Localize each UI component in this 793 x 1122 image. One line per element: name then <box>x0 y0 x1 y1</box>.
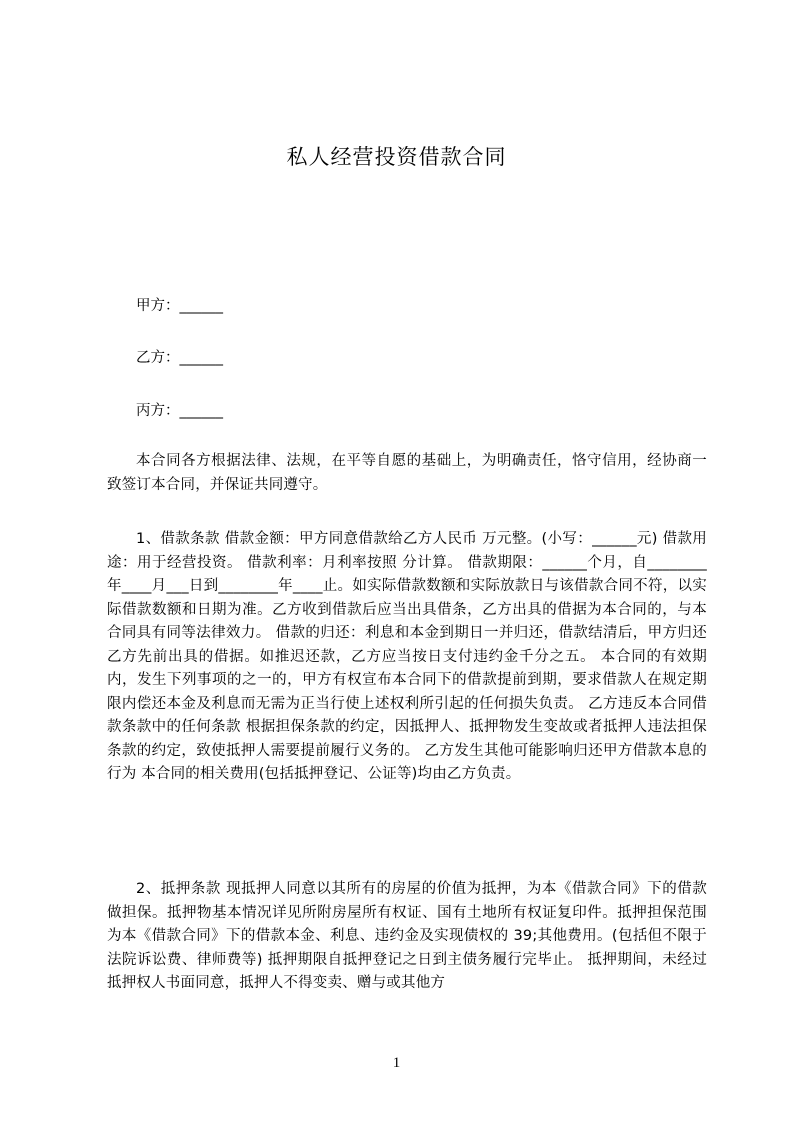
page-number: 1 <box>392 1055 401 1071</box>
party-c-line: 丙方：______ <box>136 403 223 419</box>
document-title: 私人经营投资借款合同 <box>286 145 507 169</box>
mortgage-clause-paragraph: 2、抵押条款 现抵押人同意以其所有的房屋的价值为抵押，为本《借款合同》下的借款做担保。抵押物基本情况详见所附房屋所有权证、国有土地所有权证复印件。抵押担保范围为本《借款合同》下的借款本金、利息、违约金及实现债权的 39;其他费用。(包括但不限于法院诉讼费、律师费等) 抵押期限自抵押登记之日到主债务履行完毕止。 抵押期间，未经过抵押权人书面同意，抵押人不得变卖、赠与或其他方 <box>107 881 707 991</box>
party-a-line: 甲方：______ <box>136 298 223 314</box>
preamble-paragraph: 本合同各方根据法律、法规，在平等自愿的基础上，为明确责任，恪守信用，经协商一致签订本合同，并保证共同遵守。 <box>107 453 707 493</box>
loan-clause-paragraph: 1、借款条款 借款金额：甲方同意借款给乙方人民币 万元整。(小写：______元) 借款用途：用于经营投资。 借款利率：月利率按照 分计算。 借款期限：______个月，自________年____月___日到________年____止。如实际借款数额和实际放款日与该借款合同不符，以实际借款数额和日期为准。乙方收到借款后应当出具借条，乙方出具的借据为本合同的，与本合同具有同等法律效力。 借款的归还：利息和本金到期日一并归还，借款结清后，甲方归还乙方先前出具的借据。如推迟还款，乙方应当按日支付违约金千分之五。 本合同的有效期内，发生下列事项的之一的，甲方有权宣布本合同下的借款提前到期，要求借款人在规定期限内偿还本金及利息而无需为正当行使上述权利所引起的任何损失负责。 乙方违反本合同借款条款中的任何条款 根据担保条款的约定，因抵押人、抵押物发生变故或者抵押人违法担保条款的约定，致使抵押人需要提前履行义务的。 乙方发生其他可能影响归还甲方借款本息的行为 本合同的相关费用(包括抵押登记、公证等)均由乙方负责。 <box>107 531 707 782</box>
party-b-line: 乙方：______ <box>136 350 223 366</box>
